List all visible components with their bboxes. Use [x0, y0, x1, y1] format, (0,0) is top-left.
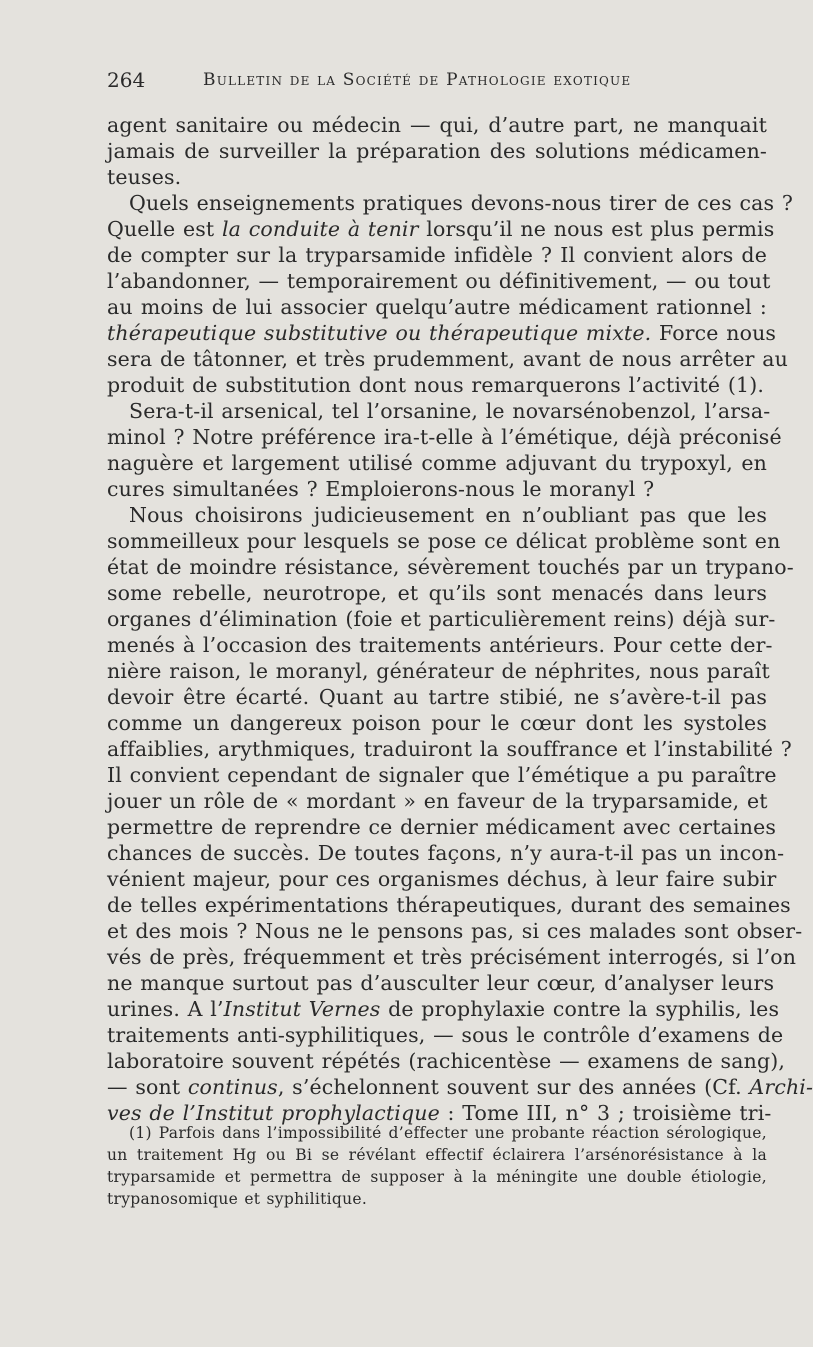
text-line	[107, 866, 777, 892]
text-run: Nous choisirons judicieusement en n’oubliant pas que les	[129, 503, 767, 527]
text-run: : Tome III, n° 3 ; troisième tri-	[439, 1101, 772, 1125]
italic-text: continus	[187, 1075, 278, 1099]
text-line	[107, 788, 767, 814]
italic-text: Institut Vernes	[223, 997, 381, 1021]
text-run: minol ? Notre préférence ira-t-elle à l’émétique, déjà préconisé	[107, 425, 782, 449]
text-run: permettre de reprendre ce dernier médicament avec certaines	[107, 815, 777, 839]
text-line	[107, 970, 775, 996]
text-run: comme un dangereux poison pour le cœur dont les systoles	[107, 711, 767, 735]
text-run: chances de succès. De toutes façons, n’y aura-t-il pas un incon-	[107, 841, 785, 865]
text-line	[107, 814, 777, 840]
text-run: vés de près, fréquemment et très précisément interrogés, si l’on	[107, 945, 797, 969]
text-line	[107, 320, 777, 346]
text-line	[107, 502, 767, 528]
text-line	[107, 996, 780, 1022]
text-line	[107, 918, 803, 944]
text-run: Quels enseignements pratiques devons-nous tirer de ces cas ?	[129, 191, 794, 215]
text-line	[107, 554, 794, 580]
text-run: sera de tâtonner, et très prudemment, avant de nous arrêter au	[107, 347, 788, 371]
italic-text: ves de l’Institut prophylactique	[107, 1101, 440, 1125]
text-line	[107, 138, 767, 164]
text-line	[107, 372, 767, 398]
text-run: vénient majeur, pour ces organismes déchus, à leur faire subir	[107, 867, 777, 891]
text-run: de prophylaxie contre la syphilis, les	[380, 997, 780, 1021]
text-line	[107, 424, 782, 450]
italic-text: la conduite à tenir	[221, 217, 419, 241]
text-run: état de moindre résistance, sévèrement touchés par un trypano-	[107, 555, 794, 579]
text-line	[107, 450, 767, 476]
text-run: Il convient cependant de signaler que l’émétique a pu paraître	[107, 763, 777, 787]
text-line	[107, 840, 785, 866]
text-line	[107, 190, 794, 216]
running-title: Bulletin de la Société de Pathologie exotique	[203, 70, 632, 90]
text-line	[107, 632, 773, 658]
page-number: 264	[107, 68, 146, 92]
text-run: Quelle est	[107, 217, 222, 241]
text-run: ne manque surtout pas d’ausculter leur cœur, d’analyser leurs	[107, 971, 775, 995]
text-run: de compter sur la tryparsamide infidèle ? Il convient alors de	[107, 243, 767, 267]
footnote-line: trypanosomique et syphilitique.	[107, 1190, 368, 1208]
text-line	[107, 658, 770, 684]
text-run: affaiblies, arythmiques, traduiront la souffrance et l’instabilité ?	[107, 737, 792, 761]
text-run: Force nous	[651, 321, 777, 345]
text-run: teuses.	[107, 165, 182, 189]
text-line	[107, 944, 797, 970]
text-line	[107, 294, 767, 320]
text-line	[107, 476, 767, 502]
text-run: urines. A l’	[107, 997, 224, 1021]
text-line	[107, 1022, 784, 1048]
footnote-line: (1) Parfois dans l’impossibilité d’effecter une probante réaction sérologique,	[129, 1124, 767, 1142]
text-run: et des mois ? Nous ne le pensons pas, si ces malades sont obser-	[107, 919, 803, 943]
text-line	[107, 268, 771, 294]
text-line	[107, 762, 777, 788]
text-run: laboratoire souvent répétés (rachicentèse — examens de sang),	[107, 1049, 786, 1073]
text-line	[107, 580, 767, 606]
text-run: lorsqu’il ne nous est plus permis	[418, 217, 775, 241]
footnotes	[107, 1122, 767, 1210]
text-line	[107, 112, 767, 138]
text-run: sommeilleux pour lesquels se pose ce délicat problème sont en	[107, 529, 781, 553]
italic-text: thérapeutique substitutive ou thérapeutique mixte.	[107, 321, 652, 345]
text-run: jamais de surveiller la préparation des solutions médicamen-	[107, 139, 767, 163]
text-run: l’abandonner, — temporairement ou définitivement, — ou tout	[107, 269, 771, 293]
text-line	[107, 528, 781, 554]
text-run: Sera-t-il arsenical, tel l’orsanine, le novarsénobenzol, l’arsa-	[129, 399, 771, 423]
text-run: — sont	[107, 1075, 188, 1099]
text-line	[107, 346, 788, 372]
text-run: de telles expérimentations thérapeutiques, durant des semaines	[107, 893, 791, 917]
text-line	[107, 242, 767, 268]
footnote-line: tryparsamide et permettra de supposer à la méningite une double étiologie,	[107, 1168, 767, 1186]
footnote-line: un traitement Hg ou Bi se révélant effectif éclairera l’arsénorésistance à la	[107, 1146, 767, 1164]
text-run: traitements anti-syphilitiques, — sous le contrôle d’examens de	[107, 1023, 784, 1047]
text-line	[107, 684, 767, 710]
text-line	[107, 892, 791, 918]
text-run: some rebelle, neurotrope, et qu’ils sont menacés dans leurs	[107, 581, 767, 605]
text-line	[107, 216, 775, 242]
text-run: cures simultanées ? Emploierons-nous le moranyl ?	[107, 477, 655, 501]
text-run: jouer un rôle de « mordant » en faveur de la tryparsamide, et	[107, 789, 768, 813]
text-line	[107, 1074, 813, 1100]
text-run: produit de substitution dont nous remarquerons l’activité (1).	[107, 373, 765, 397]
text-line	[107, 398, 771, 424]
text-line	[107, 736, 792, 762]
text-line	[107, 606, 776, 632]
text-run: nière raison, le moranyl, générateur de néphrites, nous paraît	[107, 659, 770, 683]
text-run: organes d’élimination (foie et particulièrement reins) déjà sur-	[107, 607, 776, 631]
text-run: menés à l’occasion des traitements antérieurs. Pour cette der-	[107, 633, 773, 657]
text-run: , s’échelonnent souvent sur des années (Cf.	[277, 1075, 750, 1099]
text-line	[107, 164, 767, 190]
text-line	[107, 710, 767, 736]
italic-text: Archi-	[749, 1075, 813, 1099]
body-text	[107, 112, 813, 1126]
text-run: naguère et largement utilisé comme adjuvant du trypoxyl, en	[107, 451, 767, 475]
text-line	[107, 1048, 786, 1074]
text-run: devoir être écarté. Quant au tartre stibié, ne s’avère-t-il pas	[107, 685, 767, 709]
page-header	[107, 68, 767, 98]
text-run: agent sanitaire ou médecin — qui, d’autre part, ne manquait	[107, 113, 767, 137]
text-run: au moins de lui associer quelqu’autre médicament rationnel :	[107, 295, 767, 319]
